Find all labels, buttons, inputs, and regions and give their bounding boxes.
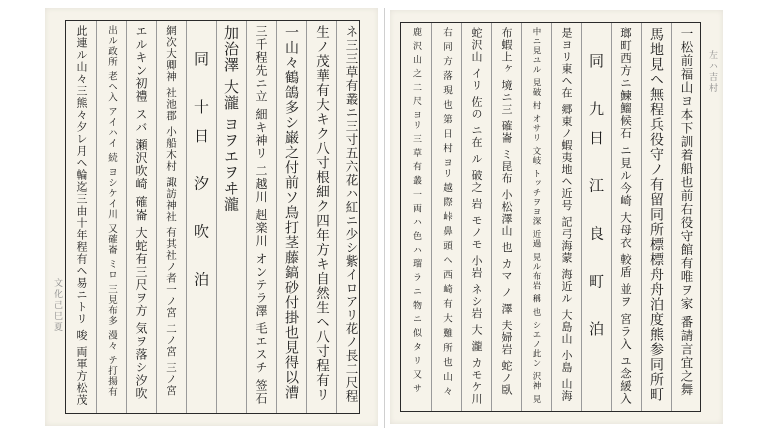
text-column: 馬地見ヘ無程兵役守ノ有留同所標標舟舟泊度熊参同所町: [648, 27, 664, 402]
text-column: 鹿 沢 山 之 二 尺 ヨリ 三 草 有 叢 一 両 ハ 色 ハ 瑠 ラ ニ 物 ニ 似 タ リ 又 サ: [411, 27, 421, 394]
text-column: 中ニ見ユル 見破 村 オサリ 文岐 トッチヲヨ深 近過 見ル布岩 稱 也 シエノ此ン 沢神 見: [531, 27, 541, 404]
text-column: エルキン初禮 スバ 瀬沢吹崎 確崙 大蛇有三尺ヲ方 気ヲ落シ汐吹: [134, 25, 148, 401]
text-column: 出ル政所 老ヘ入 アイハイ 続 ヨシケイ川 又確崙 ミロ 三見布多 漫々 テ打揚有: [106, 25, 117, 398]
text-column: 布蝦上ヶ 境ニ三 確崙 ミ昆布 小松澤山 也 カマ ノ 澤 夫婦岩 蛇ノ臥: [500, 27, 513, 396]
text-column: 生ノ茂華有大キク八寸根細ク四年方キ自然生ヘ八寸程有リ: [313, 25, 329, 402]
text-column: 網次大卿神 社池郡 小船木村 諏訪神社 有其社ノ者一ノ宮 二ノ宮 三ノ宮: [165, 25, 177, 397]
left-page: [45, 8, 378, 426]
text-column: 加治澤 大瀧 ヨヲエヲヰ瀧: [222, 25, 240, 213]
text-column: 一山々鶴鴿多シ巌之付前ソ鳥打茎藤鎬砂付掛也見得以漕: [283, 25, 299, 400]
text-column: 是ヨリ東ヘ在 郷東ノ蝦夷地ヘ近号 記弓海蒙 海近ル 大島山 小島 山海: [560, 27, 573, 402]
text-column: 蛇沢山 イリ 佐の ニ在 ル 破之 岩 モノモ 小岩 ネシ岩 大 瀧 カモケ川: [470, 27, 483, 405]
left-page-frame: [65, 20, 360, 414]
right-page: [390, 10, 723, 424]
left-margin-note: 文化己巳夏: [52, 278, 62, 333]
right-margin-note: 左ハ吉村: [707, 50, 717, 94]
text-column: 此連ル山々三熊々夕レ月ヘ輪迄三由十年程有ヘ易ニトリ 唆 両軍方松茂: [75, 25, 88, 406]
text-column: 瑯町西方ニ鰊鰡候石 ニ見ル今崎 大母衣 較盾 並ヲ 宮ラ入 ユ念緩入: [619, 27, 633, 405]
text-column: ネ三三草有叢ニ三寸五六花ハ紅ニ少シ紫イロアリ花ノ長二尺程: [344, 25, 359, 403]
book-gutter: [384, 8, 385, 428]
date-heading: 同 十日 汐 吹 泊: [192, 51, 210, 301]
text-column: 一松前福山ヨ本下訓着船也前右役守館有唯ヲ家 番請言宜之舞: [679, 27, 694, 397]
date-heading: 同 九日 江 良 町 泊: [587, 53, 605, 350]
text-column: 三千程先ニ立 細キ神リ 二越川 赳楽川 オンテラ澤 毛エスチ 签石: [254, 25, 268, 405]
right-page-frame: [400, 22, 701, 412]
text-column: 右 同 方 落 現 也 第 日 村 ヨリ 越 際 峠 鼻 頭 ヘ 西 崎 有 大 難 所 也 山 々: [441, 27, 452, 397]
